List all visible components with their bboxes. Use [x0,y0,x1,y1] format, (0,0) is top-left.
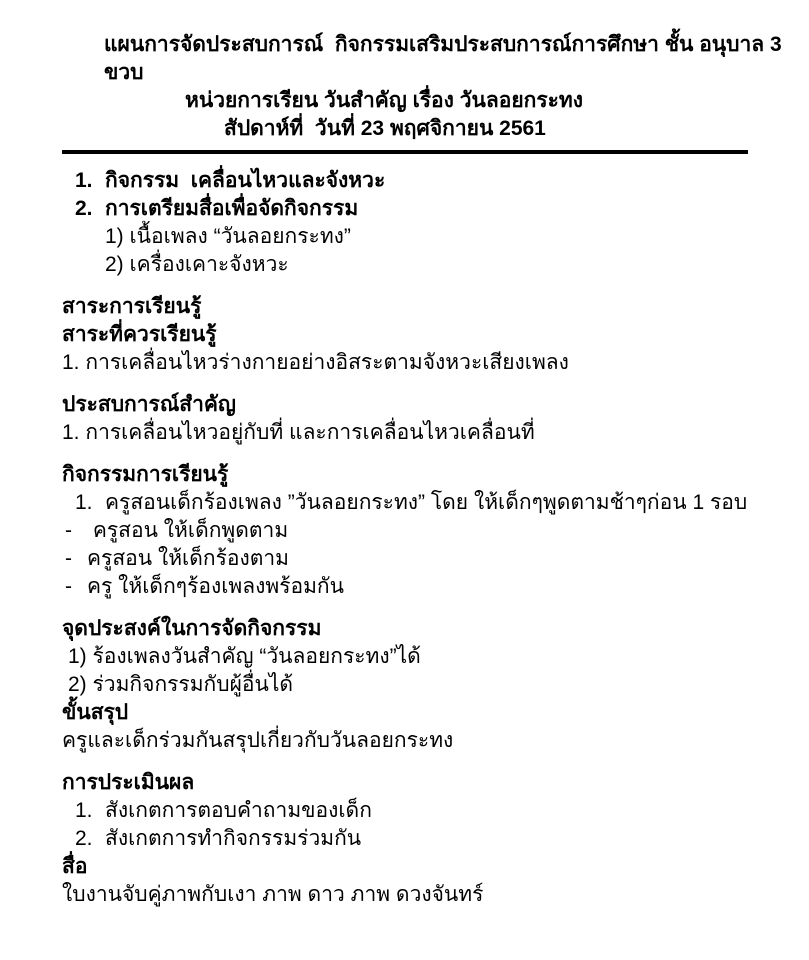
line-text: สื่อ [62,855,88,878]
doc-line [62,223,769,251]
doc-line [62,195,769,223]
document-title-block [0,0,809,143]
doc-line [62,573,769,601]
list-marker: 1. [75,169,93,192]
doc-line [62,167,769,195]
list-marker: - [65,575,72,598]
line-text: 2) เครื่องเคาะจังหวะ [105,253,289,276]
doc-line [62,727,769,755]
doc-line [62,517,769,545]
line-text: ขั้นสรุป [62,701,129,724]
line-text: การประเมินผล [62,771,195,794]
list-marker: 1. [75,491,93,514]
line-text: สาระการเรียนรู้ [62,295,202,318]
line-text: กิจกรรม เคลื่อนไหวและจังหวะ [105,169,386,192]
doc-body [0,154,809,909]
section-heading [62,699,769,727]
line-text: กิจกรรมการเรียนรู้ [62,463,229,486]
section-heading [62,769,769,797]
doc-line [62,825,769,853]
doc-line [62,419,769,447]
doc-line [62,349,769,377]
doc-line [62,643,769,671]
line-text: สังเกตการทำกิจกรรมร่วมกัน [105,827,362,850]
line-text: ครูสอนเด็กร้องเพลง ”วันลอยกระทง” โดย ให้เด็กๆพูดตามช้าๆก่อน 1 รอบ [105,491,748,514]
doc-line [62,881,769,909]
blank-line [62,755,769,769]
doc-line [62,545,769,573]
section-heading [62,853,769,881]
doc-line [62,797,769,825]
section-heading [62,391,769,419]
doc-line [62,251,769,279]
line-text: 1. การเคลื่อนไหวอยู่กับที่ และการเคลื่อนไหวเคลื่อนที่ [62,421,535,444]
section-heading [62,461,769,489]
line-text: ใบงานจับคู่ภาพกับเงา ภาพ ดาว ภาพ ดวงจันทร์ [62,883,484,906]
list-marker: - [65,547,72,570]
list-marker: - [65,519,72,542]
doc-title-line-2: หน่วยการเรียน วันสำคัญ เรื่อง วันลอยกระทง [185,89,584,112]
line-text: ครูสอน ให้เด็กพูดตาม [87,519,289,542]
line-text: จุดประสงค์ในการจัดกิจกรรม [62,617,322,640]
line-text: การเตรียมสื่อเพื่อจัดกิจกรรม [105,197,359,220]
line-text: 1) เนื้อเพลง “วันลอยกระทง” [105,225,351,248]
doc-line [62,671,769,699]
line-text: 1. การเคลื่อนไหวร่างกายอย่างอิสระตามจังหวะเสียงเพลง [62,351,569,374]
section-heading [62,321,769,349]
section-heading [62,615,769,643]
doc-title-line-3: สัปดาห์ที่ วันที่ 23 พฤศจิกายน 2561 [224,117,546,140]
list-marker: 2. [75,197,93,220]
line-text: สังเกตการตอบคำถามของเด็ก [105,799,372,822]
list-marker: 1. [75,799,93,822]
line-text: 2) ร่วมกิจกรรมกับผู้อื่นได้ [68,673,294,696]
blank-line [62,447,769,461]
blank-line [62,601,769,615]
list-marker: 2. [75,827,93,850]
line-text: ครูและเด็กร่วมกันสรุปเกี่ยวกับวันลอยกระทง [62,729,454,752]
section-heading [62,293,769,321]
line-text: ประสบการณ์สำคัญ [62,393,236,416]
blank-line [62,279,769,293]
doc-line [62,489,769,517]
line-text: ครู ให้เด็กๆร้องเพลงพร้อมกัน [87,575,345,598]
line-text: สาระที่ควรเรียนรู้ [62,323,217,346]
line-text: ครูสอน ให้เด็กร้องตาม [87,547,289,570]
doc-title-line-1: แผนการจัดประสบการณ์ กิจกรรมเสริมประสบการณ์การศึกษา ชั้น อนุบาล 3 ขวบ [104,33,788,84]
blank-line [62,377,769,391]
line-text: 1) ร้องเพลงวันสำคัญ “วันลอยกระทง”ได้ [68,645,421,668]
